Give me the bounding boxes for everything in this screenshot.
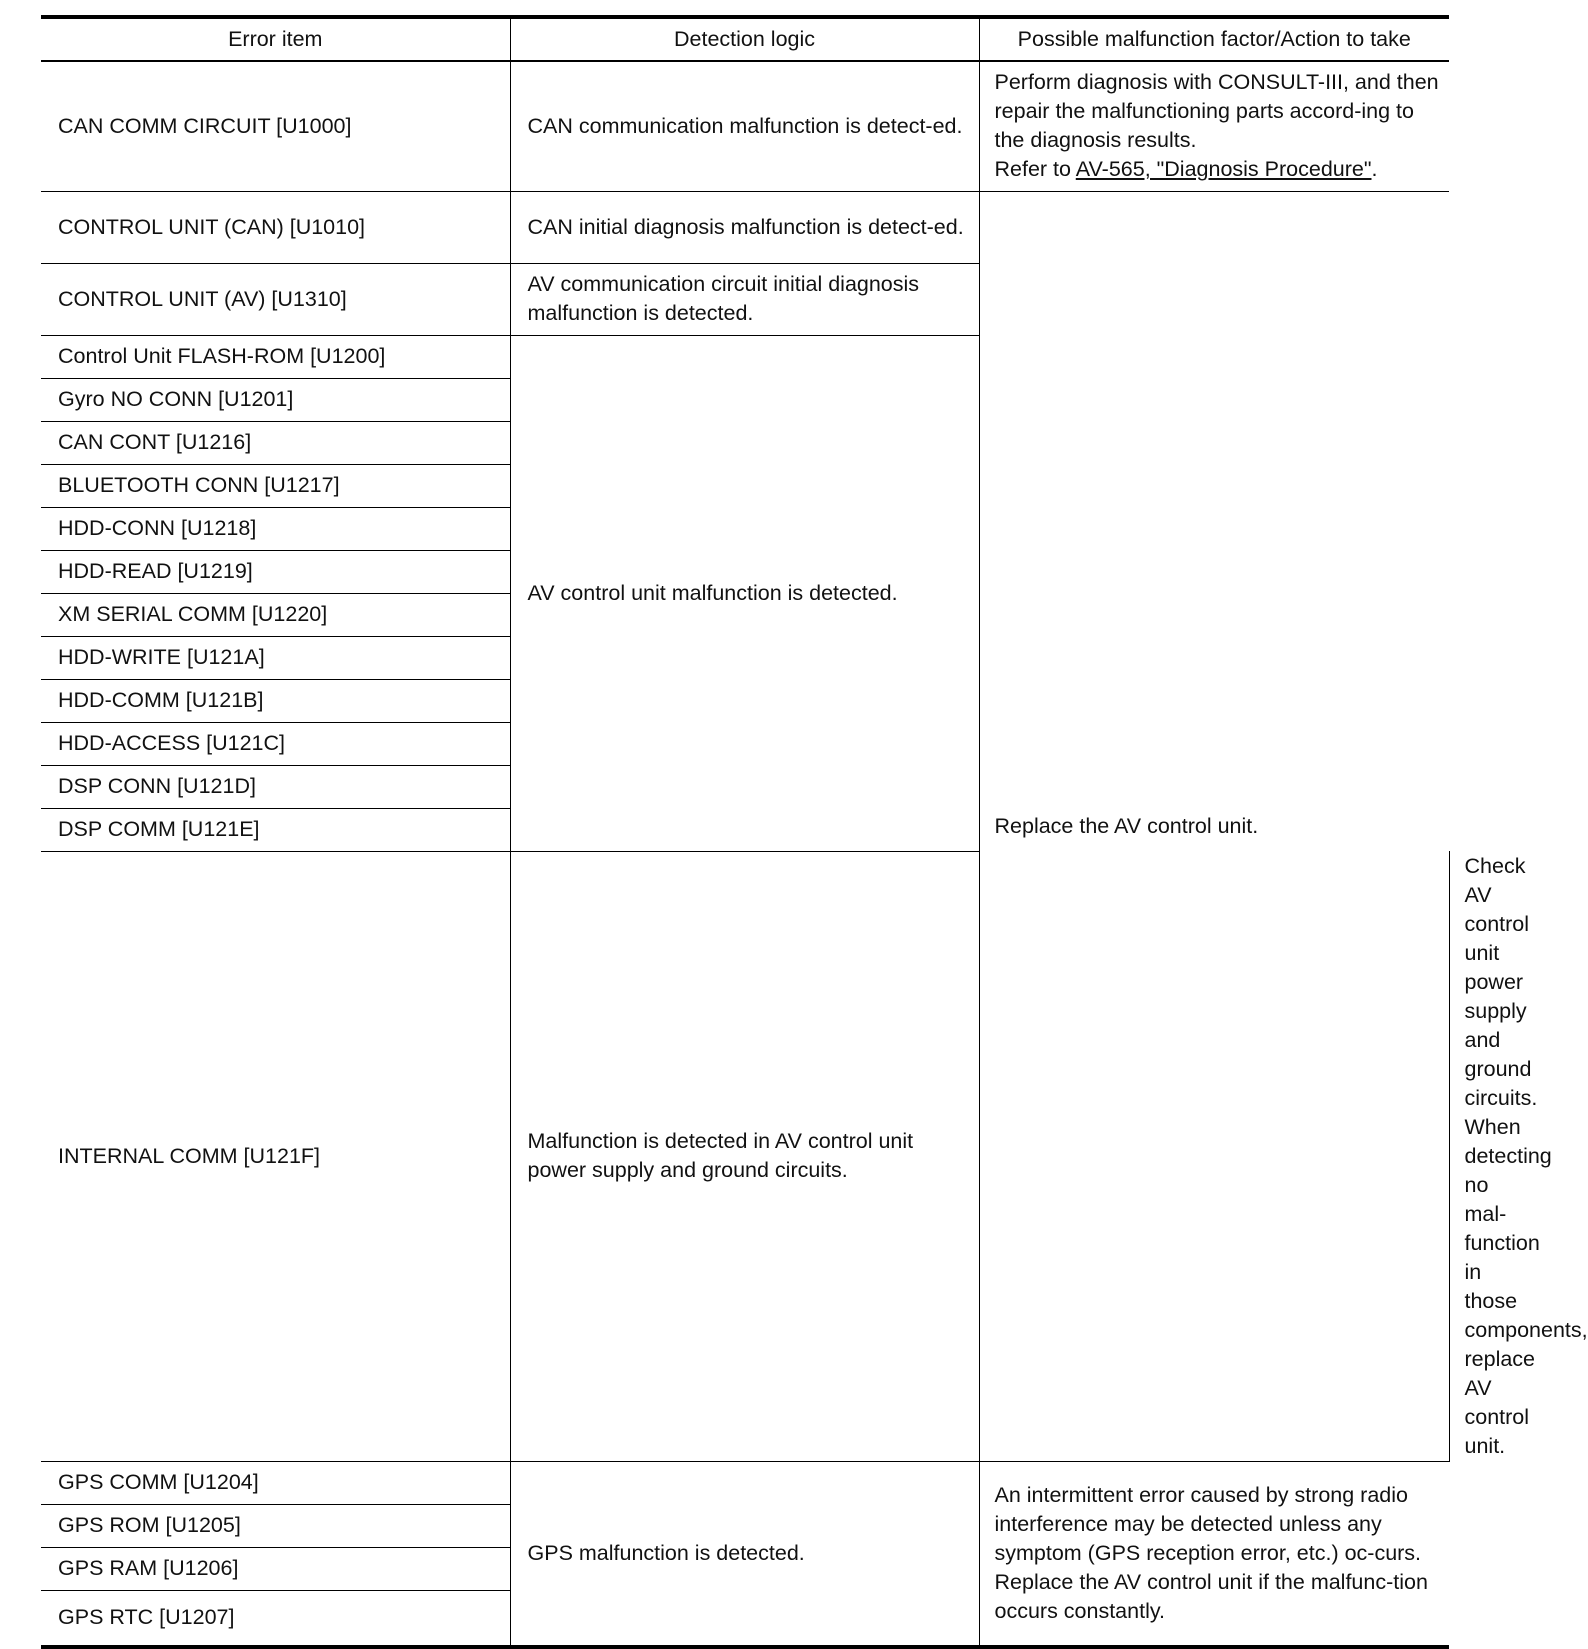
error-item-cell: INTERNAL COMM [U121F]: [41, 851, 510, 1461]
detection-logic-cell: CAN initial diagnosis malfunction is detect-ed.: [510, 191, 979, 263]
detection-logic-cell: AV communication circuit initial diagnosis malfunction is detected.: [510, 263, 979, 335]
error-code-table: [41, 15, 1588, 1649]
detection-logic-cell: GPS malfunction is detected.: [510, 1461, 979, 1647]
action-cell: [979, 61, 1449, 191]
error-item-cell: GPS RAM [U1206]: [41, 1547, 510, 1590]
detection-logic-cell: AV control unit malfunction is detected.: [510, 335, 979, 851]
action-cell: Replace the AV control unit.: [979, 191, 1449, 1461]
error-item-cell: HDD-ACCESS [U121C]: [41, 722, 510, 765]
table-row: [41, 61, 1449, 191]
error-item-cell: CONTROL UNIT (AV) [U1310]: [41, 263, 510, 335]
diagnosis-procedure-link[interactable]: AV-565, "Diagnosis Procedure": [1075, 157, 1372, 182]
refer-suffix: .: [1371, 157, 1378, 182]
table-header-row: [41, 17, 1449, 61]
header-action: Possible malfunction factor/Action to take: [979, 17, 1449, 61]
header-detection-logic: Detection logic: [510, 17, 979, 61]
action-text: An intermittent error caused by strong radio interference may be detected unless any symptom (GPS reception error, etc.) oc-curs.: [994, 1482, 1422, 1565]
error-item-cell: HDD-COMM [U121B]: [41, 679, 510, 722]
error-item-cell: GPS ROM [U1205]: [41, 1504, 510, 1547]
error-item-cell: DSP CONN [U121D]: [41, 765, 510, 808]
error-item-cell: GPS RTC [U1207]: [41, 1590, 510, 1647]
table-row: [41, 191, 1449, 263]
error-item-cell: CAN COMM CIRCUIT [U1000]: [41, 61, 510, 191]
action-text: Perform diagnosis with CONSULT-III, and then repair the malfunctioning parts accord-ing to the diagnosis results.: [994, 70, 1439, 153]
table-row: [41, 1461, 1449, 1504]
action-cell: [979, 1461, 1449, 1647]
detection-logic-cell: CAN communication malfunction is detect-ed.: [510, 61, 979, 191]
table-row: INTERNAL COMM [U121F] Malfunction is detected in AV control unit power supply and ground circuits. Check AV control unit power supply and ground circuits. When detecting no mal-function in those components, replace AV control unit.: [41, 851, 1449, 1461]
action-text: Replace the AV control unit if the malfunc-tion occurs constantly.: [994, 1569, 1428, 1623]
error-item-cell: HDD-CONN [U1218]: [41, 507, 510, 550]
error-item-cell: BLUETOOTH CONN [U1217]: [41, 464, 510, 507]
header-error-item: Error item: [41, 17, 510, 61]
action-reference: [995, 155, 1440, 184]
error-item-cell: HDD-WRITE [U121A]: [41, 636, 510, 679]
error-item-cell: CONTROL UNIT (CAN) [U1010]: [41, 191, 510, 263]
error-item-cell: Gyro NO CONN [U1201]: [41, 378, 510, 421]
refer-prefix: Refer to: [994, 157, 1076, 182]
error-item-cell: XM SERIAL COMM [U1220]: [41, 593, 510, 636]
error-item-cell: CAN CONT [U1216]: [41, 421, 510, 464]
error-item-cell: HDD-READ [U1219]: [41, 550, 510, 593]
error-item-cell: DSP COMM [U121E]: [41, 808, 510, 851]
detection-logic-cell: Malfunction is detected in AV control unit power supply and ground circuits.: [510, 851, 979, 1461]
error-item-cell: GPS COMM [U1204]: [41, 1461, 510, 1504]
error-item-cell: Control Unit FLASH-ROM [U1200]: [41, 335, 510, 378]
